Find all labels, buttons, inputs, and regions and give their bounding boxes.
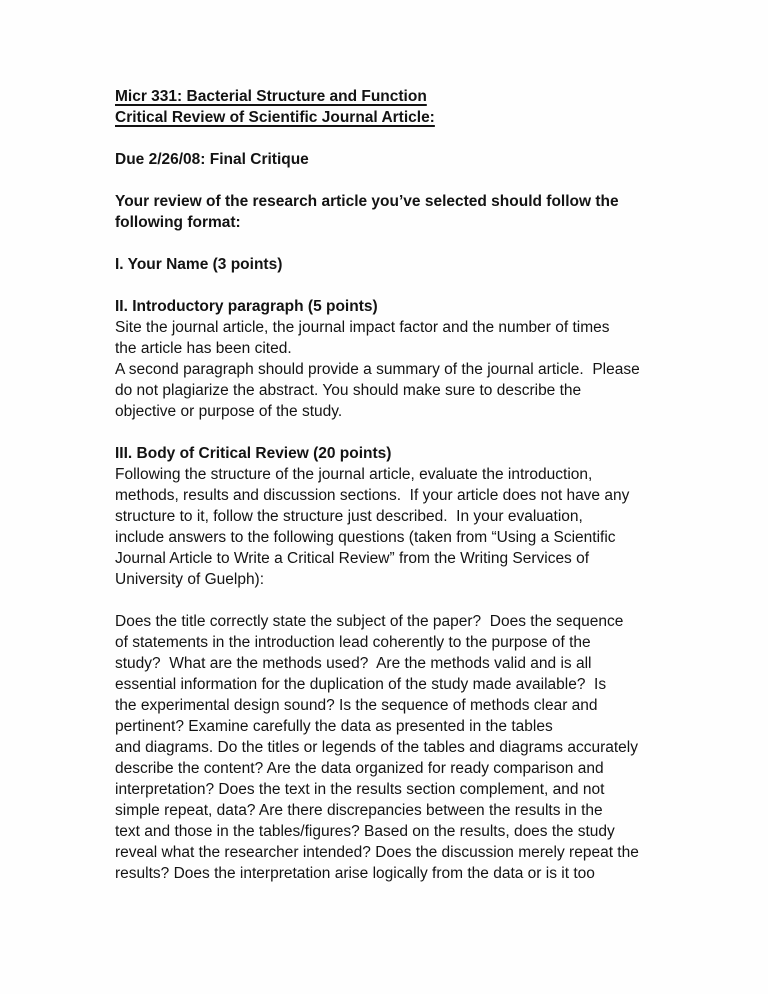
- text-line: Following the structure of the journal article, evaluate the introduction,: [115, 466, 593, 483]
- text-line: Your review of the research article you’ve selected should follow the: [115, 193, 619, 210]
- text-line: pertinent? Examine carefully the data as presented in the tables: [115, 718, 553, 735]
- text-line: include answers to the following questions (taken from “Using a Scientific: [115, 529, 616, 546]
- text-line: methods, results and discussion sections. If your article does not have any: [115, 487, 630, 504]
- text-line: structure to it, follow the structure just described. In your evaluation,: [115, 508, 583, 525]
- text-line: III. Body of Critical Review (20 points): [115, 445, 392, 462]
- text-line: do not plagiarize the abstract. You should make sure to describe the: [115, 382, 582, 399]
- section-1-your-name: [115, 254, 695, 275]
- text-line: University of Guelph):: [115, 571, 265, 588]
- text-line: objective or purpose of the study.: [115, 403, 343, 420]
- text-line: simple repeat, data? Are there discrepancies between the results in the: [115, 802, 603, 819]
- questions-paragraph: [115, 611, 695, 884]
- text-line: text and those in the tables/figures? Based on the results, does the study: [115, 823, 615, 840]
- text-line: essential information for the duplication of the study made available? Is: [115, 676, 607, 693]
- text-line: Journal Article to Write a Critical Review” from the Writing Services of: [115, 550, 590, 567]
- text-line: reveal what the researcher intended? Does the discussion merely repeat the: [115, 844, 639, 861]
- text-line: the experimental design sound? Is the sequence of methods clear and: [115, 697, 598, 714]
- text-line: following format:: [115, 214, 241, 231]
- text-line: A second paragraph should provide a summary of the journal article. Please: [115, 361, 640, 378]
- course-title-heading: [115, 86, 695, 128]
- due-date-line: [115, 149, 695, 170]
- text-line: interpretation? Does the text in the results section complement, and not: [115, 781, 605, 798]
- text-line: II. Introductory paragraph (5 points): [115, 298, 378, 315]
- text-line: of statements in the introduction lead coherently to the purpose of the: [115, 634, 591, 651]
- text-line: results? Does the interpretation arise logically from the data or is it too: [115, 865, 595, 882]
- intro-instruction: [115, 191, 695, 233]
- text-line: Does the title correctly state the subject of the paper? Does the sequence: [115, 613, 624, 630]
- text-line: the article has been cited.: [115, 340, 292, 357]
- text-line: Due 2/26/08: Final Critique: [115, 151, 309, 168]
- text-line: Micr 331: Bacterial Structure and Function: [115, 88, 427, 105]
- text-line: study? What are the methods used? Are the methods valid and is all: [115, 655, 592, 672]
- text-line: and diagrams. Do the titles or legends of the tables and diagrams accurately: [115, 739, 638, 756]
- text-line: describe the content? Are the data organized for ready comparison and: [115, 760, 604, 777]
- section-2-introductory-paragraph: [115, 296, 695, 422]
- document-body: [115, 86, 695, 884]
- text-line: Critical Review of Scientific Journal Article:: [115, 109, 435, 126]
- text-line: I. Your Name (3 points): [115, 256, 283, 273]
- text-line: Site the journal article, the journal impact factor and the number of times: [115, 319, 610, 336]
- section-3-body-of-critical-review: [115, 443, 695, 590]
